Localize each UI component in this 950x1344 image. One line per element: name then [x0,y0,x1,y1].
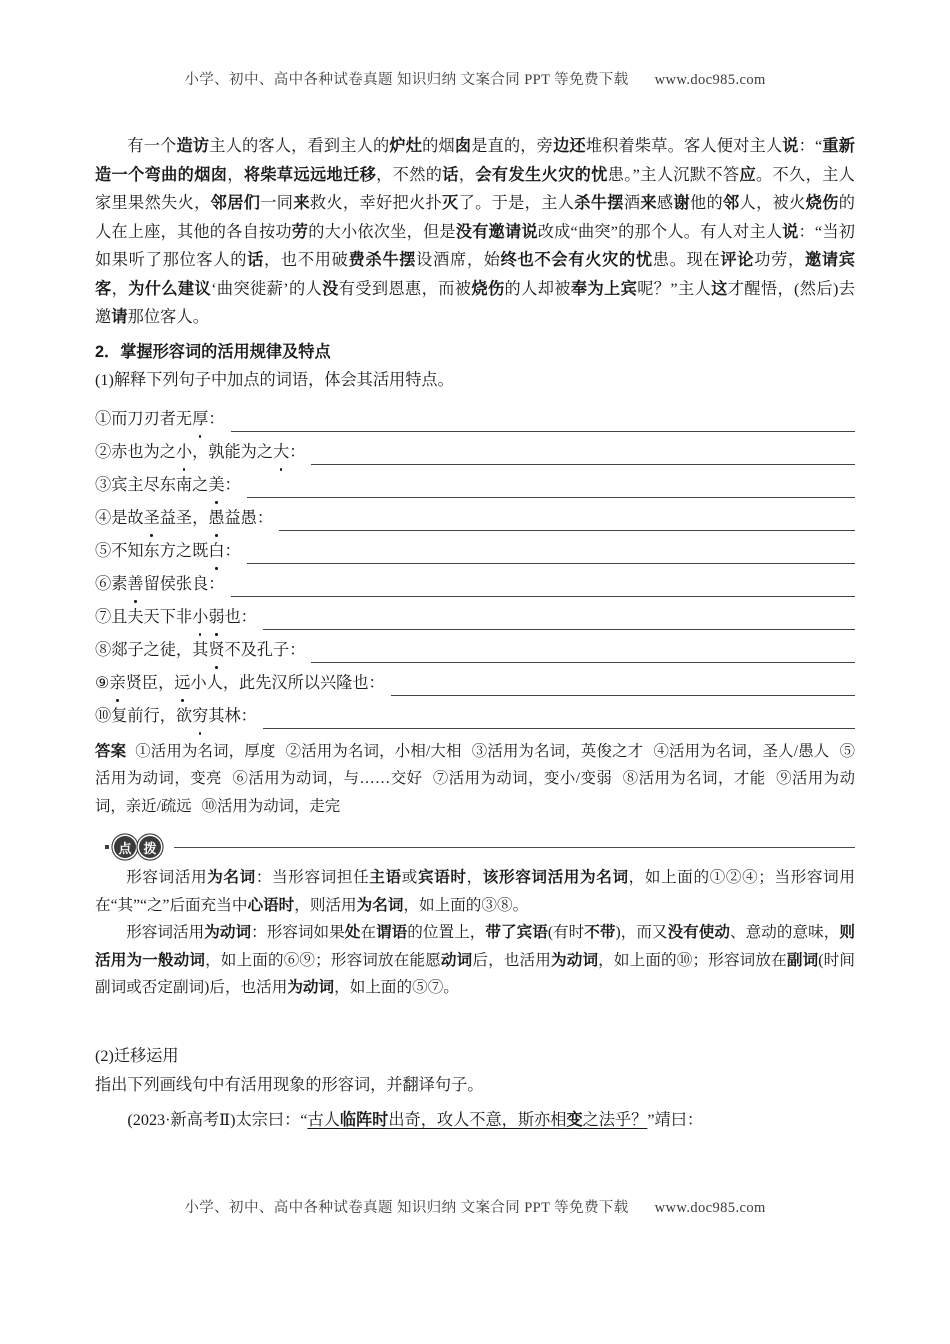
tip-badge-char-2: 拨 [139,836,161,858]
transfer-run: ”靖曰： [647,1110,704,1129]
translation-paragraph [95,132,855,332]
footer-watermark [0,1196,950,1217]
answer-blank-line[interactable] [231,579,856,597]
translation-run: 重新造一个弯曲的烟囱 [95,137,856,184]
question-text: ： [224,541,241,560]
question-item [95,399,855,432]
answer-label: 答案 [95,742,127,760]
tip-run: 谓语 [376,924,408,941]
tip-run: 主语 [369,869,402,886]
translation-run: 邻 [723,194,740,212]
emphasis-dot-char: 白 [208,538,224,564]
translation-run: ，不然的 [376,165,443,184]
translation-run: 边还 [553,137,586,155]
tip-run: 宾语时 [417,869,467,886]
question-text: ① [95,409,112,428]
emphasis-dot-char: 弱 [208,604,224,630]
watermark-url: www.doc985.com [654,1200,766,1216]
answer-blank-line[interactable] [311,645,855,663]
translation-run: 人，被火 [739,194,806,212]
tip-run: 为动词 [551,951,599,969]
translation-run: 的人在上座，其他的各自按功 [95,194,856,241]
header-watermark [0,68,950,89]
translation-run: 设酒席，始 [416,251,501,269]
question-text: 小人，此先汉所以兴隆也： [190,673,385,692]
question-text: ⑨ [95,673,110,692]
emphasis-dot-char: 大 [273,439,289,465]
watermark-text: 小学、初中、高中各种试卷真题 知识归纳 文案合同 PPT 等免费下载 [184,72,629,88]
question-text: 不及孔子： [224,640,306,659]
tip-run: 为名词 [356,896,404,914]
translation-run: 为什么建议 [128,279,212,298]
translation-run: 烧伤 [471,279,505,298]
translation-run: 说 [782,137,799,155]
translation-run: 来 [640,194,657,212]
tip-run: 动词 [440,951,473,969]
question-item [95,564,855,597]
tip-run: 或 [401,869,418,886]
translation-run: 的大小依次坐，但是 [308,222,456,241]
question-text: ⑧ [95,640,112,659]
question-stem [95,703,257,729]
square-bullet-icon [105,845,109,849]
emphasis-dot-char: 善 [127,571,143,597]
translation-run: 有一个 [127,137,177,155]
document-content [95,132,855,1135]
answer-item: ⑥活用为动词，与……交好 [231,770,423,787]
answer-item: ⑧活用为名词，才能 [622,770,766,787]
question-text: ： [224,475,241,494]
question-stem [95,406,225,432]
question-item [95,498,855,531]
translation-run: 。不久，主人家里果然失火， [95,165,855,212]
transfer-title: (2)迁移运用 [95,1046,179,1065]
tip-run: ，如上面的⑤⑦。 [334,979,459,996]
translation-run: 费杀牛摆 [348,251,417,269]
question-text: ⑤ [95,541,112,560]
answer-item: ②活用为名词，小相/大相 [285,742,462,760]
translation-run: 功劳， [754,251,805,269]
question-text: ⑥ [95,574,112,593]
translation-run: ‘曲突徙薪’的人 [211,279,323,298]
tip-run: )，而又 [615,924,668,941]
watermark-text: 小学、初中、高中各种试卷真题 知识归纳 文案合同 PPT 等免费下载 [184,1200,629,1216]
translation-run: 会有发生火灾的忧 [475,165,608,184]
translation-run: 来 [293,194,310,212]
translation-run: 了。于是，主人 [458,194,575,212]
question-text: 益圣， [159,508,209,527]
tip-run: 动词 [173,951,206,969]
tip-run: 为名词 [580,869,629,886]
translation-run: 说 [782,222,799,241]
translation-run: 劳 [291,222,309,241]
question-stem [95,604,257,630]
question-item [95,696,855,729]
question-text: ⑦ [95,607,112,626]
tip-badge-char-1: 点 [114,836,136,858]
question-text: ⑩ [95,706,112,725]
tip-run: ，如上面的⑥⑨；形容词放在能愿 [205,951,441,969]
translation-run: 谢 [673,194,690,212]
tip-run: ：当形容词担任 [255,869,370,886]
answer-item: ⑨活用为动词，亲近/疏远 [95,770,855,815]
tip-paragraph [95,864,855,919]
question-stem [95,505,273,531]
translation-run: 邻居们 [210,194,261,212]
question-text: ，孰能为之 [192,442,274,461]
translation-run: 才醒悟，(然后)去邀 [95,279,856,326]
tip-run: ，如上面的①②④；当形容词用在“其”“之”后面充当中 [95,869,855,914]
question-text: 其林： [208,706,257,725]
transfer-question [95,1106,855,1135]
translation-run: 炉灶 [389,137,423,155]
question-text: ： [208,409,225,428]
tip-run: 为动词 [204,924,252,941]
translation-run: 救火，幸好把火扑 [309,194,443,212]
question-text: ② [95,442,112,461]
tip-run: 形容词活用 [126,869,208,886]
answer-item: ④活用为名词，圣人/愚人 [653,742,830,760]
question-text: 不知东方之既 [111,541,209,560]
question-text: 益愚： [224,508,274,527]
tip-run: 处 [344,924,361,941]
emphasis-dot-char: 厚 [192,406,208,432]
translation-run: 造访 [176,137,210,155]
translation-run: 患。现在 [652,251,721,269]
translation-run: 他的 [689,194,724,212]
tip-run: 为动词 [287,979,335,996]
emphasis-dot-char: 亲 [110,670,126,696]
question-item [95,663,855,696]
question-text: ④ [95,508,112,527]
tip-run: 心语时 [247,896,295,914]
tip-run: 该形容词活用 [482,869,581,886]
translation-run: ，也不用破 [264,251,349,269]
tip-run: 带了 [485,924,517,941]
translation-run: 杀牛摆 [574,194,624,212]
translation-run: 呢？”主人 [637,279,712,298]
answer-item: ⑩活用为动词，走完 [201,797,341,815]
transfer-run: 古人 [307,1110,340,1129]
transfer-run: 变 [566,1110,583,1129]
question-stem [95,571,225,597]
tip-run: (有时 [547,924,585,941]
translation-run: 那位客人。 [127,308,210,326]
question-stem [95,538,241,564]
translation-run: 酒 [623,194,641,212]
answer-blank-line[interactable] [391,678,855,696]
translation-run: 烧伤 [805,194,839,212]
tip-body [95,864,855,1002]
emphasis-dot-char: 愚 [208,505,224,531]
transfer-instruction: 指出下列画线句中有活用现象的形容词，并翻译句子。 [95,1075,484,1094]
tip-run: ，如上面的③⑧。 [403,896,529,914]
translation-run: 患 [607,165,625,184]
answer-item: ③活用为名词，英俊之才 [471,742,644,760]
answer-blank-line[interactable] [247,480,855,498]
translation-run: 请 [111,308,128,326]
question-stem [95,670,385,696]
emphasis-dot-char: 圣 [144,505,160,531]
answer-blank-line[interactable] [263,711,855,729]
translation-run: 灭 [442,194,459,212]
question-text: ： [289,442,306,461]
answer-item: ⑤活用为动词，变亮 [95,742,855,787]
translation-run: 终也不会有火灾的忧 [500,251,653,269]
emphasis-dot-char: 小 [192,604,208,630]
question-text: 素 [111,574,128,593]
translation-run: 感 [656,194,674,212]
translation-run: ， [111,279,129,298]
translation-run: 囱 [454,137,472,155]
tip-divider [174,847,855,848]
question-text: 赤也为之 [111,442,176,461]
answer-blank-line[interactable] [231,414,856,432]
question-list [95,399,855,729]
tip-run: 没有使动 [667,924,731,941]
tip-run: 宾语 [516,924,548,941]
question-text: 复前行，欲 [111,706,193,725]
translation-run: 话 [442,165,459,184]
question-item [95,630,855,663]
answer-block [95,738,855,821]
tip-run: 形容词活用 [126,924,205,941]
translation-run: ， [458,165,476,184]
tip-run: 则活用 [95,924,855,969]
translation-run: 一同 [260,194,294,212]
watermark-url: www.doc985.com [654,72,766,88]
translation-run: 的人却被 [504,279,571,298]
section-heading: 2．掌握形容词的活用规律及特点 [95,342,331,361]
translation-run: ：“ [798,137,823,155]
translation-run: 没 [322,279,339,298]
translation-run: 。”主人沉默不答 [624,165,740,184]
emphasis-dot-char: 贤 [208,637,224,663]
translation-run: 的烟 [422,137,455,155]
translation-run: 主人的客人，看到主人的 [209,137,390,155]
answer-blank-line[interactable] [279,513,855,531]
tip-run: 在 [360,924,377,941]
question-item [95,432,855,465]
question-text: ③ [95,475,112,494]
translation-run: 应 [739,165,756,184]
question-stem [95,472,241,498]
translation-run: 这 [711,279,728,298]
tip-run: 、意动的意味， [730,924,840,941]
question-stem [95,637,305,663]
translation-run: 邀请宾客 [95,251,856,298]
answer-item: ⑦活用为动词，变小/变弱 [432,770,613,787]
section-subheading: (1)解释下列句子中加点的词语，体会其活用特点。 [95,371,454,389]
answer-blank-line[interactable] [247,546,855,564]
tip-run: 为名词 [207,869,256,886]
question-text: 也： [224,607,257,626]
tip-header [105,836,855,858]
answer-item: ①活用为名词，厚度 [135,742,276,760]
translation-run: 奉为上宾 [570,279,638,298]
translation-run: 有受到恩惠，而被 [338,279,472,298]
transfer-section [95,1042,855,1135]
tip-run: 的位置上， [407,924,486,941]
translation-run: ， [227,165,244,184]
tip-run: 副词 [786,951,819,969]
question-text: 且夫天下非 [111,607,193,626]
translation-run: 话 [247,251,265,269]
tip-run: (时间副词或否定副词)后，也活用 [95,951,855,996]
tip-paragraph [95,919,855,1002]
translation-run: 将柴草远远地迁移 [243,165,377,184]
translation-run: 没有邀请说 [455,222,538,241]
emphasis-dot-char: 穷 [192,703,208,729]
translation-run: ：“当初如果听了那位客人的 [95,222,856,269]
tip-run: ， [466,869,483,886]
tip-run: ：形容词如果 [251,924,345,941]
translation-run: 改成“曲突”的那个人。有人对主人 [537,222,783,241]
question-stem [95,439,305,465]
tip-run: 后，也活用 [472,951,551,969]
emphasis-dot-char: 远 [174,670,190,696]
translation-run: 堆积着柴草。客人便对主人 [585,137,783,155]
question-item [95,531,855,564]
answer-blank-line[interactable] [311,447,855,465]
question-text: 留侯张良： [143,574,225,593]
transfer-run: 出奇，攻人不意，斯亦相 [388,1110,567,1129]
emphasis-dot-char: 小 [176,439,192,465]
answer-blank-line[interactable] [263,612,855,630]
transfer-run: 临阵时 [339,1110,389,1129]
question-text: 郯子之徒，其 [111,640,209,659]
translation-run: 评论 [720,251,755,269]
question-text: 宾主尽东南之 [111,475,209,494]
question-text: 是故 [111,508,144,527]
transfer-run: (2023·新高考Ⅱ)太宗曰：“ [127,1110,308,1129]
tip-run: 不带 [584,924,616,941]
question-item [95,465,855,498]
tip-run: 为一般 [126,951,174,969]
transfer-run: 之法乎？ [582,1110,648,1129]
tip-run: ，如上面的⑩；形容词放在 [598,951,787,969]
question-text: 贤臣， [125,673,175,692]
question-text: 而刀刃者无 [111,409,193,428]
tip-run: ，则活用 [294,896,357,914]
question-item [95,597,855,630]
translation-run: 是直的，旁 [471,137,554,155]
emphasis-dot-char: 美 [208,472,224,498]
